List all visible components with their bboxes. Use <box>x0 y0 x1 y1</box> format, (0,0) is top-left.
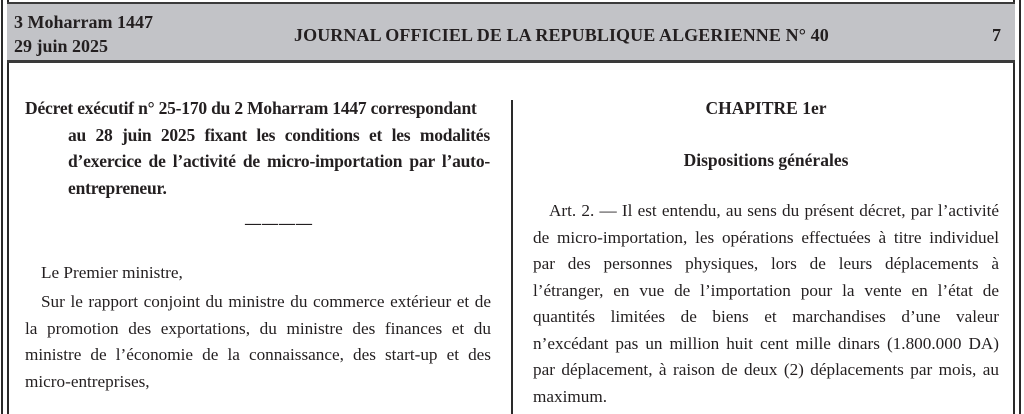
right-column <box>533 95 999 406</box>
decree-title <box>25 95 490 201</box>
journal-title: JOURNAL OFFICIEL DE LA REPUBLIQUE ALGERIENNE N° 40 <box>294 25 829 45</box>
left-outer-border <box>1 0 3 414</box>
article-2-paragraph: Art. 2. — Il est entendu, au sens du présent décret, par l’activité de micro-importation, les opérations effectuées à titre individuel par des personnes physiques, lors de leurs déplacements à l’étranger, en vue de l’importation pour la vente en l’état de quantités limitées de biens et marchandises d’une valeur n’excédant pas un million huit cent mille dinars (1.800.000 DA) par déplacement, à raison de deux (2) déplacements par mois, au maximum. <box>533 201 999 406</box>
chapter-heading: CHAPITRE 1er <box>705 98 827 118</box>
page-number: 7 <box>992 25 1001 45</box>
page-header <box>7 2 1015 63</box>
section-heading: Dispositions générales <box>683 150 849 170</box>
left-column <box>25 95 490 232</box>
header-date <box>14 10 153 58</box>
title-separator: ———— <box>245 215 313 232</box>
decree-title-first-line: Décret exécutif n° 25-170 du 2 Moharram 1447 correspondant <box>25 98 477 118</box>
column-divider <box>511 100 513 414</box>
rapport-paragraph: Sur le rapport conjoint du ministre du commerce extérieur et de la promotion des exportations, du ministre des finances et du ministre de l’économie de la connaissance, des start-up et des micro-entreprises, <box>25 292 491 391</box>
gregorian-date: 29 juin 2025 <box>14 36 109 56</box>
hijri-date: 3 Moharram 1447 <box>14 12 153 32</box>
decree-title-rest: au 28 juin 2025 fixant les conditions et les modalités d’exercice de l’activité de micro-importation par l’auto-entrepreneur. <box>68 124 490 198</box>
right-outer-border <box>1019 0 1021 414</box>
premier-ministre-paragraph: Le Premier ministre, <box>41 263 183 282</box>
